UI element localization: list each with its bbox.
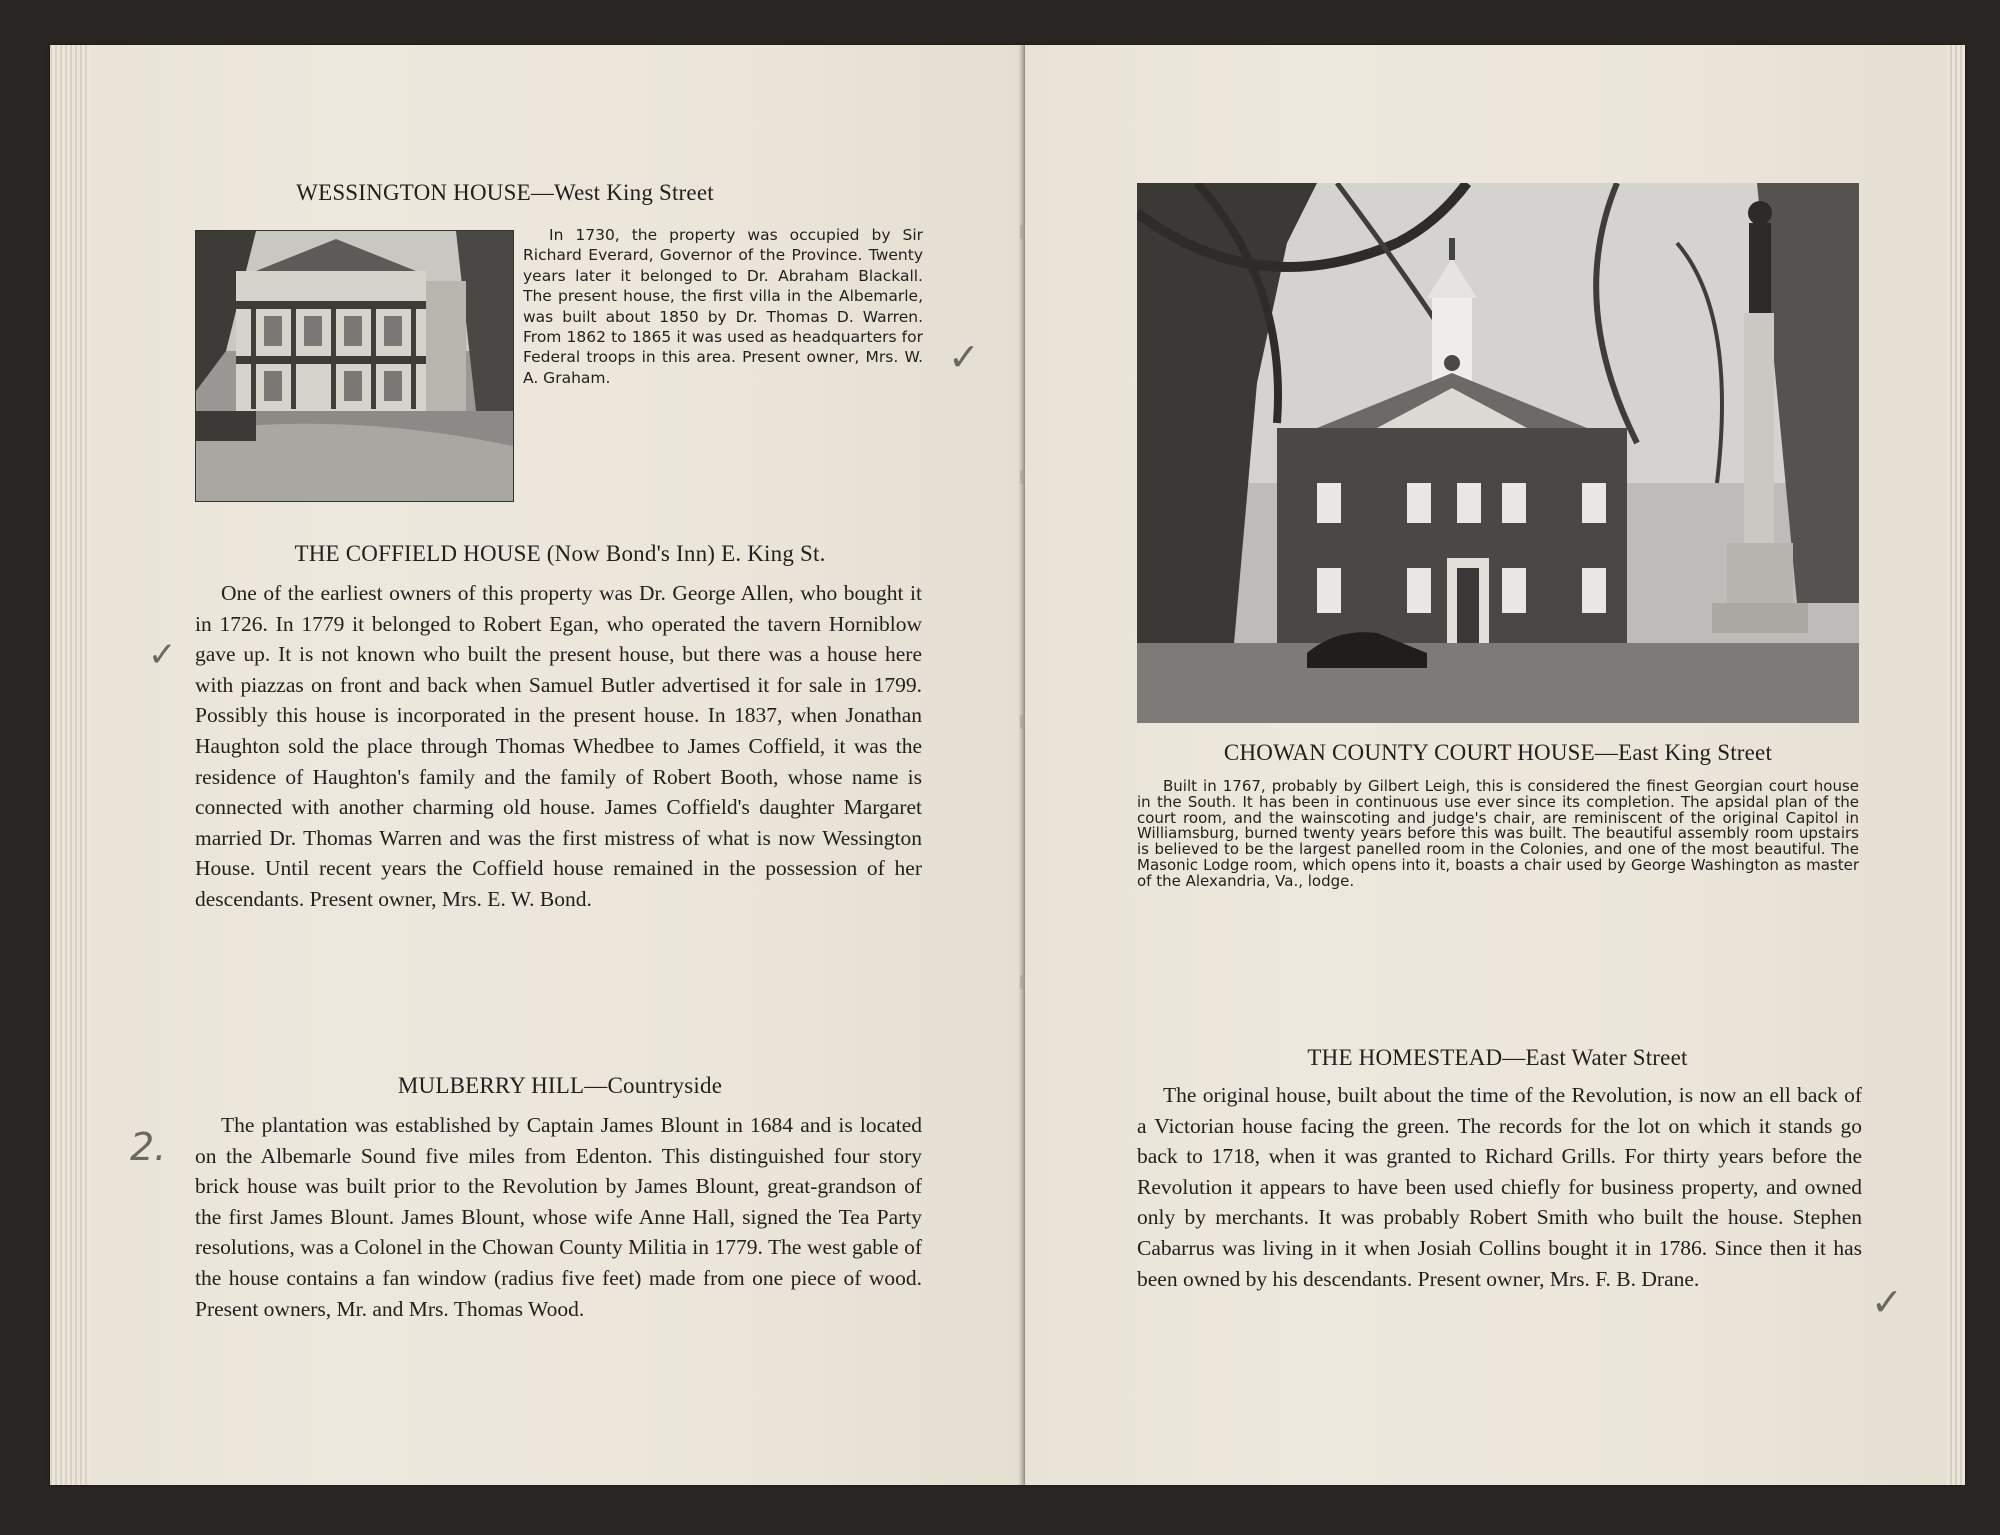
- left-page: [50, 45, 1025, 1485]
- pencil-mark-2: 2.: [130, 1125, 167, 1169]
- pencil-checkmark: ✓: [948, 335, 980, 379]
- homestead-heading: THE HOMESTEAD—East Water Street: [1307, 1045, 1688, 1070]
- wessington-heading: WESSINGTON HOUSE—West King Street: [296, 180, 714, 205]
- booklet-spread: [50, 45, 1965, 1485]
- coffield-text: One of the earliest owners of this property was Dr. George Allen, who bought it in 1726. In 1779 it belonged to Robert Egan, who operated the tavern Horniblow gave up. It is not known who built the present house, but there was a house here with piazzas on front and back when Samuel Butler advertised it for sale in 1799. Possibly this house is incorporated in the present house. In 1837, when Jonathan Haughton sold the place through Thomas Whedbee to James Coffield, it was the residence of Haughton's family and the family of Robert Booth, whose name is connected with another charming old house. James Coffield's daughter Margaret married Dr. Thomas Warren and was the first mistress of what is now Wessington House. Until recent years the Coffield house remained in the possession of her descendants. Present owner, Mrs. E. W. Bond.: [195, 581, 922, 911]
- coffield-heading: THE COFFIELD HOUSE (Now Bond's Inn) E. King St.: [294, 541, 826, 566]
- pencil-checkmark: ✓: [148, 635, 177, 675]
- wessington-house-photo: [195, 230, 514, 502]
- right-page: [1025, 45, 1965, 1485]
- mulberry-heading: MULBERRY HILL—Countryside: [397, 1073, 723, 1098]
- courthouse-text: Built in 1767, probably by Gilbert Leigh, this is considered the finest Georgian court house in the South. It has been in continuous use ever since its completion. The apsidal plan of the court room, and the wainscoting and judge's chair, are reminiscent of the original Capitol in Williamsburg, burned twenty years before this was built. The beautiful assembly room upstairs is believed to be the largest panelled room in the Colonies, and one of the most beautiful. The Masonic Lodge room, which opens into it, boasts a chair used by George Washington as master of the Alexandria, Va., lodge.: [1137, 777, 1859, 890]
- wessington-text: In 1730, the property was occupied by Sir Richard Everard, Governor of the Province. Twenty years later it belonged to Dr. Abraham Blackall. The present house, the first villa in the Albemarle, was built about 1850 by Dr. Thomas D. Warren. From 1862 to 1865 it was used as headquarters for Federal troops in this area. Present owner, Mrs. W. A. Graham.: [523, 226, 923, 387]
- courthouse-photo: [1137, 183, 1859, 723]
- homestead-text: The original house, built about the time of the Revolution, is now an ell back of a Victorian house facing the green. The records for the lot on which it stands go back to 1718, when it was granted to Richard Grills. For thirty years before the Revolution it appears to have been used chiefly for business property, and owned only by merchants. It was probably Robert Smith who built the house. Stephen Cabarrus was living in it when Josiah Collins bought it in 1786. Since then it has been owned by his descendants. Present owner, Mrs. F. B. Drane.: [1137, 1083, 1862, 1291]
- mulberry-text: The plantation was established by Captain James Blount in 1684 and is located on the Albemarle Sound five miles from Edenton. This distinguished four story brick house was built prior to the Revolution by James Blount, great-grandson of the first James Blount. James Blount, whose wife Anne Hall, signed the Tea Party resolutions, was a Colonel in the Chowan County Militia in 1779. The west gable of the house contains a fan window (radius five feet) made from one piece of wood. Present owners, Mr. and Mrs. Thomas Wood.: [195, 1113, 922, 1321]
- pencil-checkmark: ✓: [1871, 1280, 1903, 1324]
- courthouse-heading: CHOWAN COUNTY COURT HOUSE—East King Street: [1223, 740, 1773, 765]
